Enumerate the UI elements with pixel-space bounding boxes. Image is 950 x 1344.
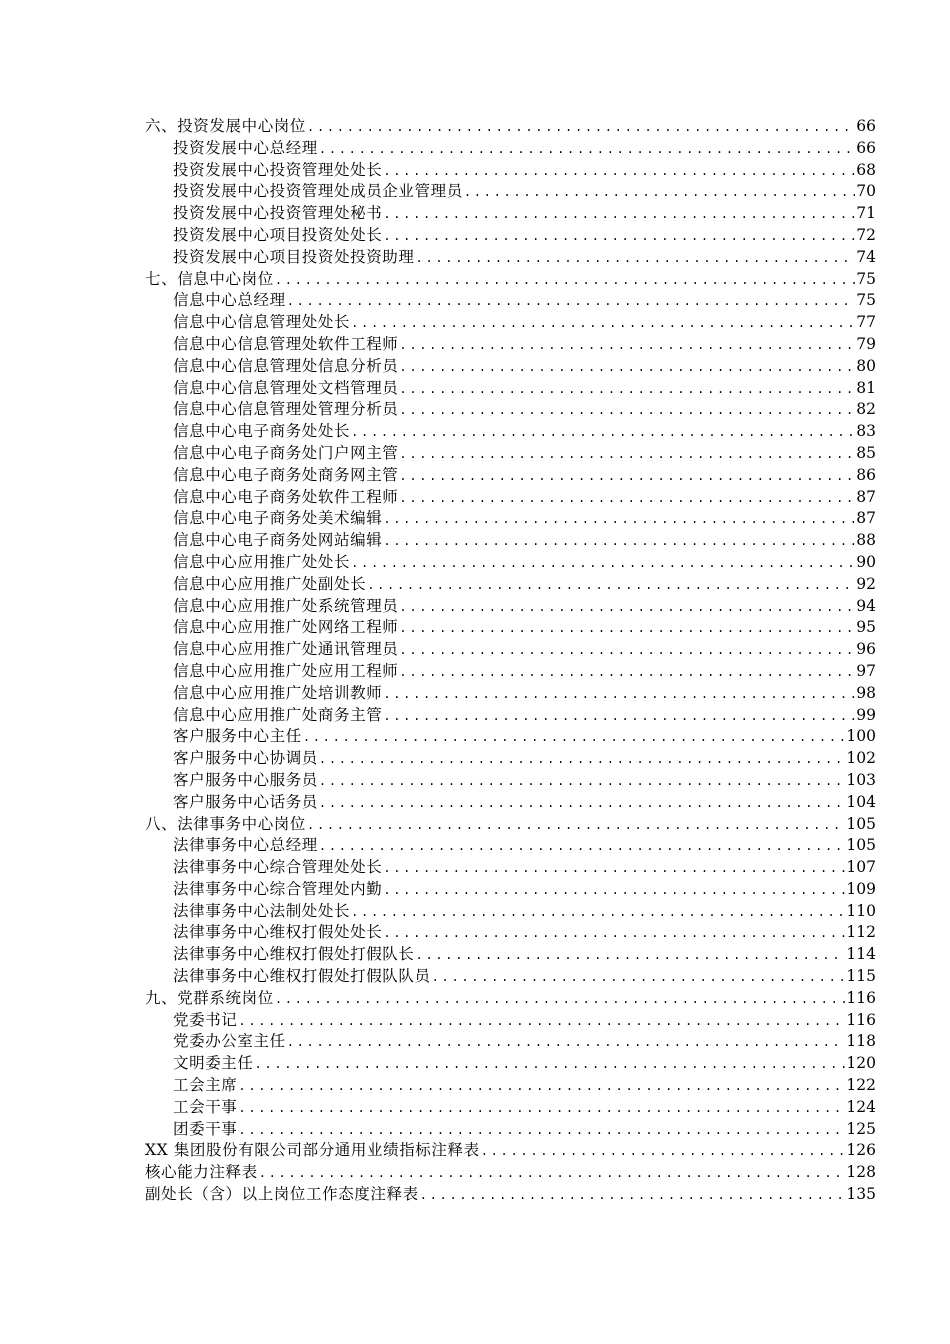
toc-entry[interactable]	[145, 465, 876, 487]
toc-entry[interactable]	[145, 835, 876, 857]
toc-entry-title: 信息中心应用推广处通讯管理员	[173, 640, 399, 659]
toc-entry[interactable]	[145, 225, 876, 247]
toc-entry-title: 信息中心信息管理处管理分析员	[173, 400, 399, 419]
toc-entry[interactable]	[145, 487, 876, 509]
toc-entry-title: 信息中心应用推广处副处长	[173, 574, 367, 593]
toc-page-number: 70	[856, 182, 876, 201]
toc-dot-leader	[238, 1098, 845, 1119]
toc-entry[interactable]	[145, 552, 876, 574]
toc-page-number: 99	[856, 705, 876, 724]
toc-entry-title: 法律事务中心维权打假处处长	[173, 923, 383, 942]
toc-page-number: 120	[846, 1054, 876, 1073]
table-of-contents	[145, 116, 876, 1206]
toc-entry-title: 信息中心信息管理处软件工程师	[173, 334, 399, 353]
toc-entry-title: 团委干事	[173, 1119, 238, 1138]
toc-dot-leader	[238, 1120, 845, 1141]
toc-entry[interactable]	[145, 421, 876, 443]
toc-dot-leader	[399, 400, 855, 421]
toc-entry[interactable]	[145, 1097, 876, 1119]
toc-dot-leader	[238, 1011, 845, 1032]
toc-page-number: 95	[856, 618, 876, 637]
toc-entry[interactable]	[145, 160, 876, 182]
toc-entry[interactable]	[145, 661, 876, 683]
toc-entry-title: 信息中心信息管理处信息分析员	[173, 356, 399, 375]
toc-dot-leader	[383, 509, 855, 530]
toc-page-number: 104	[846, 792, 876, 811]
toc-dot-leader	[367, 575, 855, 596]
toc-entry-title: 客户服务中心协调员	[173, 749, 318, 768]
toc-dot-leader	[383, 204, 855, 225]
toc-dot-leader	[399, 335, 855, 356]
toc-dot-leader	[416, 248, 856, 269]
toc-entry[interactable]	[145, 770, 876, 792]
toc-dot-leader	[351, 902, 845, 923]
toc-entry[interactable]	[145, 922, 876, 944]
toc-dot-leader	[420, 1185, 846, 1206]
toc-page-number: 79	[856, 334, 876, 353]
toc-entry[interactable]	[145, 203, 876, 225]
toc-entry-title: 信息中心总经理	[173, 291, 286, 310]
toc-dot-leader	[307, 815, 845, 836]
toc-entry[interactable]	[145, 748, 876, 770]
toc-dot-leader	[481, 1141, 846, 1162]
toc-page-number: 92	[856, 574, 876, 593]
toc-entry-title: 信息中心应用推广处应用工程师	[173, 661, 399, 680]
toc-entry[interactable]	[145, 639, 876, 661]
toc-dot-leader	[351, 422, 855, 443]
toc-page-number: 71	[856, 204, 876, 223]
toc-entry-title: 信息中心电子商务处网站编辑	[173, 531, 383, 550]
toc-entry[interactable]	[145, 683, 876, 705]
toc-entry[interactable]	[145, 574, 876, 596]
toc-entry-title: 客户服务中心主任	[173, 727, 302, 746]
toc-page-number: 105	[846, 814, 876, 833]
toc-entry[interactable]	[145, 312, 876, 334]
toc-dot-leader	[383, 923, 845, 944]
toc-dot-leader	[416, 945, 846, 966]
toc-entry[interactable]	[145, 378, 876, 400]
toc-entry[interactable]	[145, 617, 876, 639]
toc-entry-title: 法律事务中心综合管理处内勤	[173, 879, 383, 898]
toc-dot-leader	[432, 967, 846, 988]
toc-entry[interactable]	[145, 1075, 876, 1097]
toc-dot-leader	[287, 1032, 846, 1053]
toc-entry-title: 信息中心应用推广处商务主管	[173, 705, 383, 724]
toc-dot-leader	[307, 117, 855, 138]
toc-entry-title: 信息中心电子商务处门户网主管	[173, 443, 399, 462]
toc-page-number: 77	[856, 313, 876, 332]
toc-entry[interactable]	[145, 857, 876, 879]
toc-entry-title: 核心能力注释表	[145, 1163, 258, 1182]
toc-page-number: 87	[856, 487, 876, 506]
toc-page-number: 97	[856, 661, 876, 680]
toc-entry-title: 法律事务中心总经理	[173, 836, 318, 855]
toc-dot-leader	[399, 357, 855, 378]
toc-entry-title: 工会干事	[173, 1097, 238, 1116]
toc-dot-leader	[399, 488, 855, 509]
toc-page-number: 88	[856, 531, 876, 550]
toc-section-entry[interactable]	[145, 1140, 876, 1162]
toc-entry-title: 法律事务中心法制处处长	[173, 901, 351, 920]
toc-entry-title: 信息中心电子商务处处长	[173, 422, 351, 441]
toc-dot-leader	[383, 858, 845, 879]
toc-entry-title: 信息中心应用推广处培训教师	[173, 683, 383, 702]
toc-page-number: 80	[856, 356, 876, 375]
toc-entry-title: 法律事务中心维权打假处打假队长	[173, 945, 415, 964]
toc-dot-leader	[383, 880, 845, 901]
toc-dot-leader	[383, 161, 855, 182]
toc-section-entry[interactable]	[145, 1162, 876, 1184]
toc-page-number: 81	[856, 378, 876, 397]
toc-entry-title: 八、法律事务中心岗位	[145, 814, 307, 833]
toc-entry-title: 文明委主任	[173, 1054, 254, 1073]
toc-entry[interactable]	[145, 334, 876, 356]
toc-entry-title: 党委书记	[173, 1010, 238, 1029]
toc-entry[interactable]	[145, 792, 876, 814]
toc-entry[interactable]	[145, 705, 876, 727]
toc-dot-leader	[287, 291, 856, 312]
toc-page-number: 98	[856, 683, 876, 702]
toc-entry[interactable]	[145, 356, 876, 378]
toc-page-number: 82	[856, 400, 876, 419]
toc-entry-title: 投资发展中心投资管理处秘书	[173, 204, 383, 223]
toc-entry[interactable]	[145, 181, 876, 203]
toc-dot-leader	[399, 597, 855, 618]
toc-page-number: 109	[846, 879, 876, 898]
toc-entry[interactable]	[145, 596, 876, 618]
toc-page-number: 72	[856, 225, 876, 244]
toc-entry-title: 信息中心应用推广处系统管理员	[173, 596, 399, 615]
toc-entry[interactable]	[145, 726, 876, 748]
toc-section-entry[interactable]	[145, 988, 876, 1010]
toc-dot-leader	[399, 379, 855, 400]
toc-dot-leader	[399, 466, 855, 487]
toc-entry-title: 信息中心应用推广处处长	[173, 552, 351, 571]
toc-entry[interactable]	[145, 530, 876, 552]
toc-entry[interactable]	[145, 1053, 876, 1075]
toc-section-entry[interactable]	[145, 269, 876, 291]
toc-entry[interactable]	[145, 290, 876, 312]
toc-dot-leader	[275, 270, 855, 291]
toc-dot-leader	[275, 989, 846, 1010]
toc-entry-title: 党委办公室主任	[173, 1032, 286, 1051]
toc-dot-leader	[383, 706, 855, 727]
toc-entry[interactable]	[145, 944, 876, 966]
toc-dot-leader	[399, 618, 855, 639]
toc-page-number: 90	[856, 552, 876, 571]
toc-dot-leader	[351, 313, 855, 334]
toc-entry[interactable]	[145, 247, 876, 269]
toc-page-number: 116	[846, 1010, 876, 1029]
toc-page-number: 75	[856, 269, 876, 288]
toc-dot-leader	[399, 444, 855, 465]
toc-dot-leader	[238, 1076, 845, 1097]
toc-entry-title: 七、信息中心岗位	[145, 269, 274, 288]
toc-entry-title: 法律事务中心维权打假处打假队队员	[173, 967, 431, 986]
toc-entry-title: 投资发展中心总经理	[173, 138, 318, 157]
toc-entry[interactable]	[145, 879, 876, 901]
toc-entry-title: 信息中心电子商务处软件工程师	[173, 487, 399, 506]
toc-entry[interactable]	[145, 901, 876, 923]
toc-entry-title: 副处长（含）以上岗位工作态度注释表	[145, 1185, 419, 1204]
toc-page-number: 94	[856, 596, 876, 615]
toc-page-number: 74	[856, 247, 876, 266]
toc-entry-title: 投资发展中心项目投资处处长	[173, 225, 383, 244]
toc-dot-leader	[319, 139, 855, 160]
toc-page-number: 114	[846, 945, 876, 964]
toc-page-number: 135	[846, 1185, 876, 1204]
toc-entry[interactable]	[145, 138, 876, 160]
toc-page-number: 110	[846, 901, 876, 920]
toc-page-number: 75	[856, 291, 876, 310]
toc-entry-title: 六、投资发展中心岗位	[145, 117, 307, 135]
toc-page-number: 66	[856, 117, 876, 135]
toc-dot-leader	[255, 1054, 846, 1075]
toc-entry-title: 法律事务中心综合管理处处长	[173, 858, 383, 877]
toc-page-number: 87	[856, 509, 876, 528]
toc-entry-title: XX 集团股份有限公司部分通用业绩指标注释表	[145, 1141, 480, 1160]
toc-dot-leader	[319, 793, 846, 814]
toc-dot-leader	[319, 749, 846, 770]
toc-page-number: 102	[846, 749, 876, 768]
toc-entry-title: 投资发展中心项目投资处投资助理	[173, 247, 415, 266]
toc-section-entry[interactable]	[145, 116, 876, 138]
toc-dot-leader	[383, 226, 855, 247]
toc-page-number: 105	[846, 836, 876, 855]
toc-dot-leader	[383, 684, 855, 705]
toc-entry[interactable]	[145, 1010, 876, 1032]
toc-dot-leader	[319, 836, 846, 857]
toc-page-number: 96	[856, 640, 876, 659]
toc-dot-leader	[259, 1163, 846, 1184]
toc-page-number: 116	[846, 988, 876, 1007]
toc-page-number: 86	[856, 465, 876, 484]
toc-dot-leader	[399, 640, 855, 661]
toc-entry-title: 信息中心信息管理处处长	[173, 313, 351, 332]
toc-page-number: 128	[846, 1163, 876, 1182]
toc-page-number: 125	[846, 1119, 876, 1138]
toc-page-number: 85	[856, 443, 876, 462]
toc-entry-title: 信息中心信息管理处文档管理员	[173, 378, 399, 397]
toc-entry-title: 客户服务中心话务员	[173, 792, 318, 811]
toc-dot-leader	[383, 531, 855, 552]
toc-page-number: 124	[846, 1097, 876, 1116]
toc-entry-title: 投资发展中心投资管理处成员企业管理员	[173, 182, 463, 201]
toc-entry-title: 九、党群系统岗位	[145, 988, 274, 1007]
toc-dot-leader	[399, 662, 855, 683]
toc-page-number: 115	[846, 967, 876, 986]
toc-entry-title: 信息中心电子商务处商务网主管	[173, 465, 399, 484]
toc-dot-leader	[319, 771, 846, 792]
toc-entry[interactable]	[145, 966, 876, 988]
toc-section-entry[interactable]	[145, 1184, 876, 1206]
toc-entry-title: 信息中心应用推广处网络工程师	[173, 618, 399, 637]
toc-entry[interactable]	[145, 508, 876, 530]
toc-page-number: 122	[846, 1076, 876, 1095]
toc-page-number: 100	[846, 727, 876, 746]
toc-entry[interactable]	[145, 399, 876, 421]
toc-dot-leader	[464, 182, 855, 203]
toc-page-number: 68	[856, 160, 876, 179]
toc-dot-leader	[351, 553, 855, 574]
toc-page-number: 83	[856, 422, 876, 441]
toc-entry-title: 工会主席	[173, 1076, 238, 1095]
toc-dot-leader	[303, 727, 846, 748]
toc-page-number: 118	[846, 1032, 876, 1051]
toc-entry-title: 信息中心电子商务处美术编辑	[173, 509, 383, 528]
toc-section-entry[interactable]	[145, 814, 876, 836]
toc-entry[interactable]	[145, 1119, 876, 1141]
toc-page-number: 103	[846, 770, 876, 789]
toc-page-number: 66	[856, 138, 876, 157]
toc-page-number: 126	[846, 1141, 876, 1160]
toc-page-number: 107	[846, 858, 876, 877]
toc-entry[interactable]	[145, 1031, 876, 1053]
toc-entry[interactable]	[145, 443, 876, 465]
toc-entry-title: 投资发展中心投资管理处处长	[173, 160, 383, 179]
toc-entry-title: 客户服务中心服务员	[173, 770, 318, 789]
toc-page-number: 112	[846, 923, 876, 942]
